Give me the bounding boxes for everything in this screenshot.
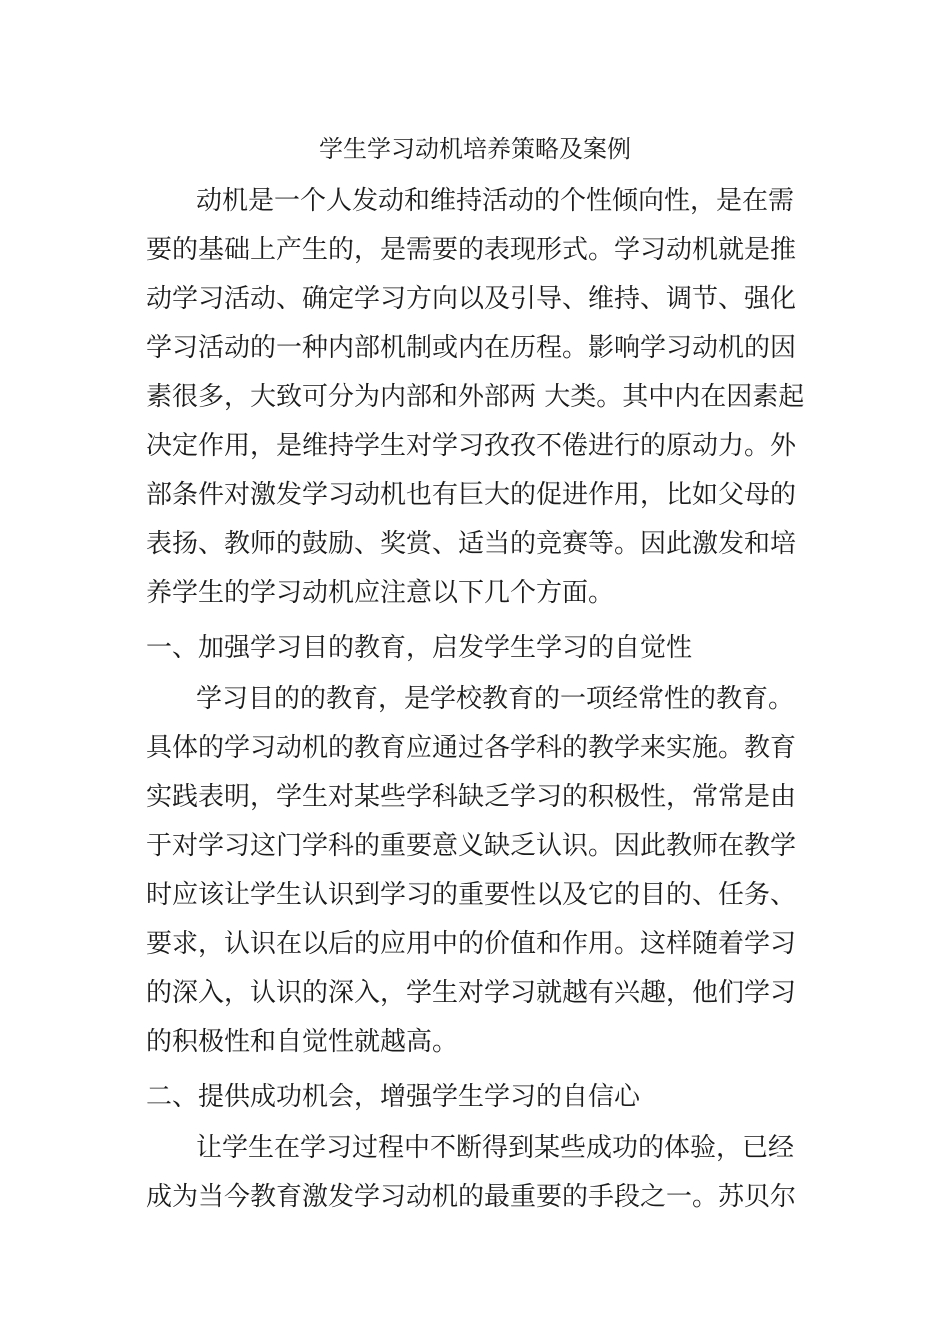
paragraph-line: 学习目的的教育，是学校教育的一项经常性的教育。 [196, 684, 795, 714]
paragraph-line: 于对学习这门学科的重要意义缺乏认识。因此教师在教学 [146, 831, 797, 861]
paragraph-line: 的积极性和自觉性就越高。 [146, 1027, 459, 1057]
paragraph-line: 动机是一个人发动和维持活动的个性倾向性，是在需 [196, 186, 795, 216]
paragraph-line: 学习活动的一种内部机制或内在历程。影响学习动机的因 [146, 333, 797, 363]
paragraph-line: 决定作用，是维持学生对学习孜孜不倦进行的原动力。外 [146, 431, 797, 461]
paragraph-line: 让学生在学习过程中不断得到某些成功的体验，已经 [196, 1133, 795, 1163]
paragraph-line: 的深入，认识的深入，学生对学习就越有兴趣，他们学习 [146, 978, 797, 1008]
paragraph-line: 养学生的学习动机应注意以下几个方面。 [146, 578, 615, 608]
paragraph-line: 要求，认识在以后的应用中的价值和作用。这样随着学习 [146, 929, 797, 959]
paragraph-line: 素很多，大致可分为内部和外部两 大类。其中内在因素起 [146, 382, 805, 412]
section-heading-1: 一、加强学习目的教育，启发学生学习的自觉性 [146, 633, 693, 663]
document-title: 学生学习动机培养策略及案例 [319, 135, 631, 163]
paragraph-line: 部条件对激发学习动机也有巨大的促进作用，比如父母的 [146, 480, 797, 510]
section-heading-2: 二、提供成功机会，增强学生学习的自信心 [146, 1082, 641, 1112]
paragraph-line: 动学习活动、确定学习方向以及引导、维持、调节、强化 [146, 284, 797, 314]
paragraph-line: 成为当今教育激发学习动机的最重要的手段之一。苏贝尔 [146, 1182, 797, 1212]
paragraph-line: 时应该让学生认识到学习的重要性以及它的目的、任务、 [146, 880, 797, 910]
paragraph-line: 表扬、教师的鼓励、奖赏、适当的竞赛等。因此激发和培 [146, 529, 797, 559]
paragraph-line: 具体的学习动机的教育应通过各学科的教学来实施。教育 [146, 733, 797, 763]
paragraph-line: 要的基础上产生的，是需要的表现形式。学习动机就是推 [146, 235, 797, 265]
paragraph-line: 实践表明，学生对某些学科缺乏学习的积极性，常常是由 [146, 782, 797, 812]
